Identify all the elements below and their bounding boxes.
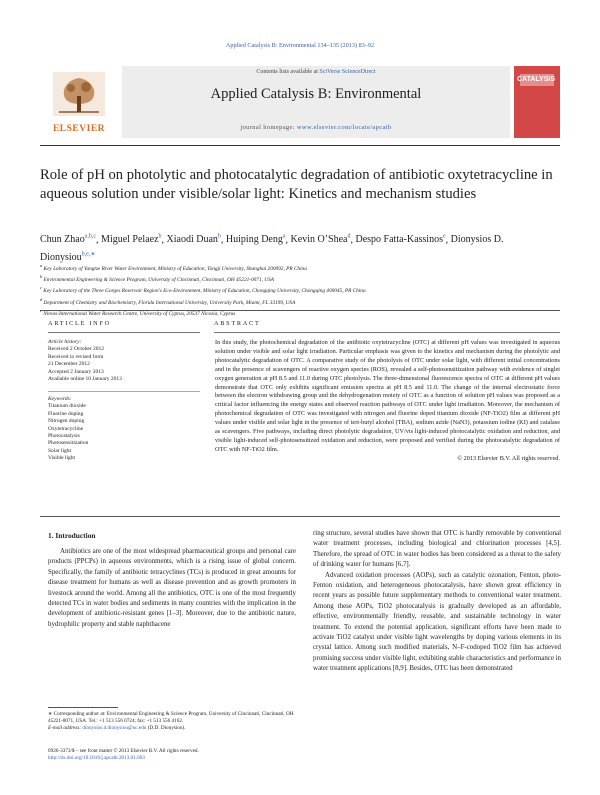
copyright-notice: © 2013 Elsevier B.V. All rights reserved. bbox=[457, 454, 560, 462]
journal-title: Applied Catalysis B: Environmental bbox=[210, 86, 422, 102]
keyword[interactable]: Oxytetracycline bbox=[48, 425, 84, 432]
keywords bbox=[48, 396, 198, 463]
email-link[interactable]: dionysios.d.dionysiou@uc.edu bbox=[82, 725, 147, 731]
affiliation: $^e$ Nireas-International Water Research Centre, University of Cyprus, 20537 Nicosia, Cyprus bbox=[40, 307, 236, 317]
history-label: Article history: bbox=[48, 339, 82, 345]
author[interactable]: Despo Fatta-Kassinos$^e$ bbox=[355, 234, 446, 246]
cover-title: CATALYSIS bbox=[517, 76, 555, 83]
affiliation-divider bbox=[40, 310, 560, 311]
email-suffix: (D.D. Dionysiou). bbox=[146, 725, 186, 731]
author[interactable]: Xiaodi Duan$^b$ bbox=[166, 234, 221, 246]
elsevier-logo[interactable] bbox=[40, 68, 118, 138]
abstract-heading: ABSTRACT bbox=[214, 320, 261, 327]
contents-line bbox=[122, 69, 510, 75]
email-line bbox=[48, 725, 298, 732]
corresponding-author-note bbox=[48, 711, 298, 732]
intro-column-2 bbox=[313, 529, 561, 675]
keyword[interactable]: Photocatalysis bbox=[48, 433, 80, 440]
homepage-prefix: journal homepage: bbox=[240, 124, 297, 131]
keyword[interactable]: Fluorine doping bbox=[48, 410, 84, 417]
keywords-label: Keywords: bbox=[48, 396, 72, 402]
affiliation: $^b$ Environmental Engineering & Science Program, University of Cincinnati, Cincinnati, OH 45221-0071, USA bbox=[40, 274, 274, 283]
history-entry: 21 December 2012 bbox=[48, 361, 90, 368]
header-divider bbox=[40, 145, 560, 146]
author-list: Chun Zhao$^{a,b,c}$, Miguel Pelaez$^b$, Xiaodi Duan$^b$, Huiping Deng$^a$, Kevin O’Shea$^d$, Despo Fatta-Kassinos$^e$, Dionysios D. Dionysiou$^{b,e,∗}$ bbox=[40, 234, 504, 263]
article-title: Role of pH on photolytic and photocatalytic degradation of antibiotic oxytetracycline in aqueous solution under visible/solar light: Kinetics and mechanism studies bbox=[40, 167, 553, 202]
abstract-end-divider bbox=[40, 516, 560, 517]
author[interactable]: Dionysios D. Dionysiou$^{b,e,∗}$ bbox=[40, 234, 504, 263]
journal-cover-thumbnail[interactable] bbox=[514, 66, 560, 138]
elsevier-tree-icon bbox=[53, 72, 105, 116]
doi-link[interactable]: http://dx.doi.org/10.1016/j.apcatb.2013.01.003 bbox=[48, 755, 145, 761]
author[interactable]: Kevin O’Shea$^d$ bbox=[290, 234, 351, 246]
keyword[interactable]: Nitrogen doping bbox=[48, 418, 85, 425]
author[interactable]: Chun Zhao$^{a,b,c}$ bbox=[40, 234, 97, 246]
intro-paragraph: ring structure, several studies have shown that OTC is hardly removable by conventional water treatment processes, including biological and chlorination processes [4,5]. Therefore, the spread of OTC in water bodies has been considered as a threat to the safety of drinking water for humans [6,7]. bbox=[313, 530, 561, 569]
history-entry: Available online 10 January 2013 bbox=[48, 376, 122, 383]
journal-citation[interactable]: Applied Catalysis B: Environmental 134–135 (2013) 83–92 bbox=[225, 42, 375, 49]
journal-header bbox=[40, 66, 560, 140]
affiliation: $^d$ Department of Chemistry and Biochemistry, Florida International University, University Park, Miami, FL 33199, USA bbox=[40, 296, 296, 306]
elsevier-wordmark: ELSEVIER bbox=[52, 124, 106, 134]
corresponding-text: ∗ Corresponding author at: Environmental Engineering & Science Program, University of Cincinnati, Cincinnati, OH 45221-0071, USA. Tel.: +1 513 556 0724; fax: +1 513 556 4162. bbox=[48, 711, 294, 724]
affiliation: $^a$ Key Laboratory of Yangtze River Water Environment, Ministry of Education, Tongji University, Shanghai 200092, PR China bbox=[40, 263, 307, 272]
abstract-body bbox=[215, 339, 560, 464]
keyword[interactable]: Visible light bbox=[48, 455, 76, 462]
intro-column-1: Antibiotics are one of the most widespread pharmaceutical groups and personal care products (PPCPs) in aqueous environments, which is a rising issue of global concern. Specifically, the family of antibiotic tetracyclines (TCs) is produced in great amounts for disease treatment for humans as well as disease prevention and as growth promoters in livestock around the world. Among all the antibiotics, OTC is one of the most frequently detected TCs in water bodies and sediments in many countries with the implication in the development of antibiotic-resistant genes [1–3]. Moreover, due to the antibiotic nature, hydrophilic property and stable naphthacene bbox=[48, 548, 296, 628]
author[interactable]: Miguel Pelaez$^b$ bbox=[101, 234, 162, 246]
intro-heading: 1. Introduction bbox=[48, 531, 96, 540]
article-history bbox=[48, 339, 198, 383]
history-entry: Accepted 2 January 2013 bbox=[48, 368, 104, 375]
contents-prefix: Contents lists available at bbox=[256, 69, 320, 75]
affiliation: $^c$ Key Laboratory of the Three Gorges Reservoir Region's Eco-Environment, Ministry of Education, Chongqing University, Chongqing 400045, PR China bbox=[40, 285, 366, 295]
intro-paragraph: Advanced oxidation processes (AOPs), such as catalytic ozonation, Fenton, photo-Fenton oxidation, and heterogeneous photocatalysis, have shown great efficiency in recent years as possible future supplementary methods to conventional water treatment. Among these AOPs, TiO2 photocatalysis is gradually developed as an affordable, effective, environmentally friendly, reusable, and sustainable technology in water treatment. To extend the potential application, significant efforts have been made to activate TiO2 catalyst under visible light wavelengths by doping various elements in its crystal lattice. Among such modified materials, N–F-codoped TiO2 film has achieved promising success under visible light, exhibiting stable characteristics and performance in water treatment applications [8,9]. Besides, OTC has been demonstrated bbox=[313, 571, 561, 673]
journal-banner bbox=[122, 66, 510, 138]
sciencedirect-link[interactable]: SciVerse ScienceDirect bbox=[319, 69, 376, 75]
article-info-heading: ARTICLE INFO bbox=[48, 320, 111, 327]
keyword[interactable]: Titanium dioxide bbox=[48, 403, 86, 410]
abstract-divider bbox=[214, 332, 560, 333]
keyword[interactable]: Solar light bbox=[48, 447, 72, 454]
email-label: E-mail address: bbox=[48, 725, 83, 731]
publication-info bbox=[48, 748, 348, 762]
homepage-link[interactable]: www.elsevier.com/locate/apcatb bbox=[296, 124, 392, 131]
journal-homepage bbox=[122, 124, 510, 131]
issn-line: 0926-3373/$ – see front matter © 2013 Elsevier B.V. All rights reserved. bbox=[48, 748, 199, 754]
footnote-rule bbox=[48, 707, 118, 708]
history-entry: Received in revised form bbox=[48, 353, 104, 360]
history-divider bbox=[48, 391, 200, 392]
article-info-divider bbox=[48, 332, 200, 333]
abstract-text: In this study, the photochemical degradation of the antibiotic oxytetracycline (OTC) at different pH values was investigated in aqueous solution under visible and solar light irradiation. Particular emphasis was given to the kinetics and mechanism during the photolytic and photocatalytic degradation of OTC. A comparative study of the photolysis of OTC under solar light, with different initial concentrations and in the presence of scavengers of reactive oxygen species (ROS), revealed a self-photosensitization pathway with evidence of singlet oxygen generation at pH 8.5 and 11.0 during OTC photolysis. The three-dimensional fluorescence spectra of OTC at different pH values demonstrate that OTC only exhibits significant emission spectra at pH 8.5 and 11.0. The change of the internal electrostatic force between the electron withdrawing group and the dehydrogenation moiety of OTC as a function of solution pH values was proposed as a critical factor influencing the energy states and observed reaction pathways of OTC under light irradiation. Moreover, the mechanism of photochemical degradation of OTC was investigated with nitrogen and fluorine doped titanium dioxide (NF-TiO2) film at different pH values under visible and solar light in the presence of tert-butyl alcohol (TBA), sodium azide (NaN3), potassium iodine (KI) and catalase as scavengers. Five pathways, including direct photolytic degradation, UV/vis light-induced photocatalytic oxidation and reduction, and visible light-induced self-photosensitized oxidation and reduction, were proposed and verified during the photocatalytic degradation of OTC with NF-TiO2 film. bbox=[215, 339, 560, 453]
keyword[interactable]: Photosensitization bbox=[48, 440, 89, 447]
author[interactable]: Huiping Deng$^a$ bbox=[225, 234, 286, 246]
history-entry: Received 2 October 2012 bbox=[48, 346, 105, 353]
